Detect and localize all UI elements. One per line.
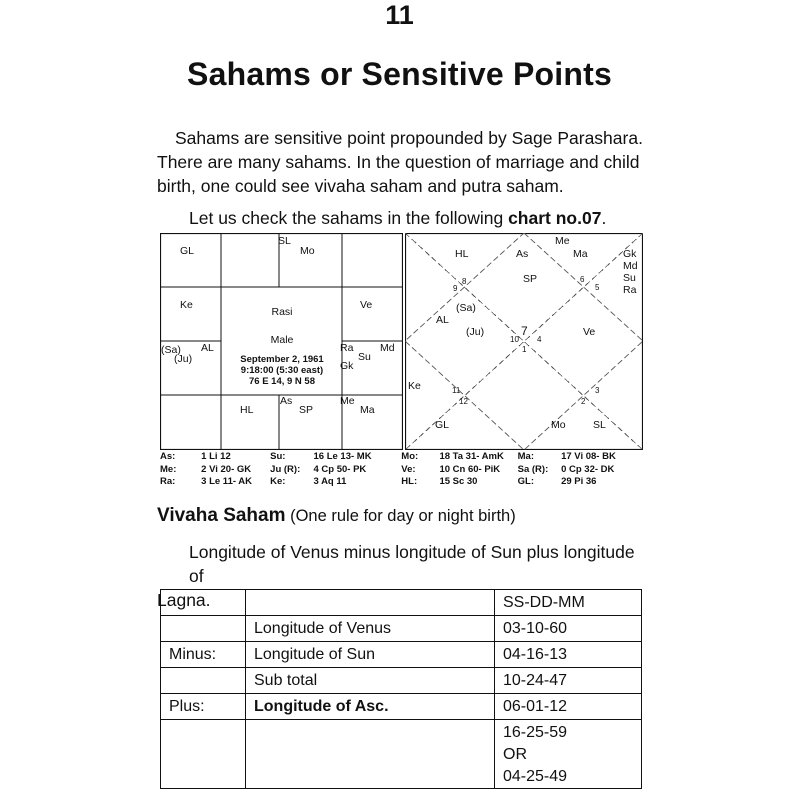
rasi-center-title: Rasi <box>271 306 293 318</box>
result-or: OR <box>503 746 527 763</box>
north-hl: HL <box>455 248 469 260</box>
result-row <box>161 720 642 789</box>
vivaha-rule-line: Longitude of Venus minus longitude of Sun plus longitude of <box>189 542 635 586</box>
position-value: 0 Cp 32- DK <box>561 463 615 475</box>
op-cell <box>161 668 246 694</box>
house-number: 10 <box>510 335 519 344</box>
rasi-ve: Ve <box>360 299 373 311</box>
north-al: AL <box>436 314 449 326</box>
rasi-ra: Ra <box>340 342 354 354</box>
position-label: As: <box>160 451 176 463</box>
rasi-chart <box>160 233 403 450</box>
rasi-center-gender: Male <box>270 334 294 346</box>
north-ma: Ma <box>573 248 588 260</box>
rasi-center-time: 9:18:00 (5:30 east) <box>240 365 324 376</box>
house-number: 6 <box>580 275 585 284</box>
north-right-4: Ra <box>623 284 637 296</box>
vivaha-title: Vivaha Saham <box>157 505 286 526</box>
rasi-su: Su <box>358 351 371 363</box>
house-number: 8 <box>462 277 467 286</box>
desc-cell: Longitude of Asc. <box>246 694 495 720</box>
north-right-3: Su <box>623 272 636 284</box>
position-label: Ke: <box>270 476 286 488</box>
value-cell: 10-24-47 <box>495 668 642 694</box>
house-number: 3 <box>595 386 600 395</box>
house-number: 12 <box>459 397 468 406</box>
rasi-mo: Mo <box>300 245 315 257</box>
position-value: 1 Li 12 <box>201 451 231 463</box>
house-number: 2 <box>581 397 586 406</box>
position-label: Ju (R): <box>270 463 301 475</box>
position-value: 15 Sc 30 <box>439 476 478 488</box>
position-value: 18 Ta 31- AmK <box>439 451 504 463</box>
rasi-ju: (Ju) <box>174 353 193 365</box>
result-value: 04-25-49 <box>503 768 568 785</box>
position-value: 10 Cn 60- PiK <box>439 463 501 475</box>
position-value: 2 Vi 20- GK <box>201 463 252 475</box>
header-cell-empty <box>161 590 246 616</box>
north-sp: SP <box>523 273 538 285</box>
position-row <box>160 464 620 477</box>
rasi-center-date: September 2, 1961 <box>240 354 324 365</box>
intro-line: birth, one could see vivaha saham and putra saham. <box>157 176 564 196</box>
position-value: 16 Le 13- MK <box>313 451 372 463</box>
north-ju: (Ju) <box>466 326 485 338</box>
north-ve: Ve <box>583 326 596 338</box>
vivaha-subtitle: (One rule for day or night birth) <box>285 507 516 525</box>
house-number: 5 <box>595 283 600 292</box>
table-row <box>161 616 642 642</box>
chart-number: chart no.07 <box>508 208 602 228</box>
position-label: Me: <box>160 463 177 475</box>
intro-line: There are many sahams. In the question of marriage and child <box>157 152 640 172</box>
rasi-ma: Ma <box>360 404 375 416</box>
vivaha-rule-line: Lagna. <box>157 590 211 610</box>
rasi-md: Md <box>380 342 395 354</box>
position-label: HL: <box>401 476 418 488</box>
position-value: 29 Pi 36 <box>561 476 597 488</box>
op-cell <box>161 616 246 642</box>
value-cell: 06-01-12 <box>495 694 642 720</box>
result-cell <box>495 720 642 789</box>
north-sl: SL <box>593 419 606 431</box>
position-label: GL: <box>517 476 534 488</box>
north-mo: Mo <box>551 419 566 431</box>
rasi-center-coords: 76 E 14, 9 N 58 <box>248 376 316 387</box>
rasi-gl: GL <box>180 245 195 257</box>
table-row <box>161 642 642 668</box>
north-ke: Ke <box>408 380 421 392</box>
position-value: 3 Aq 11 <box>313 476 347 488</box>
desc-cell: Sub total <box>246 668 495 694</box>
house-number: 9 <box>453 284 458 293</box>
value-cell: 03-10-60 <box>495 616 642 642</box>
vivaha-calculation-table <box>160 589 642 789</box>
north-chart-grid <box>405 233 643 450</box>
desc-cell: Longitude of Venus <box>246 616 495 642</box>
desc-cell: Longitude of Sun <box>246 642 495 668</box>
position-label: Mo: <box>401 451 419 463</box>
rasi-ke: Ke <box>180 299 193 311</box>
house-number: 11 <box>452 386 461 395</box>
north-right-2: Md <box>623 260 638 272</box>
result-value: 16-25-59 <box>503 724 568 741</box>
position-label: Su: <box>270 451 286 463</box>
header-cell-value: SS-DD-MM <box>495 590 642 616</box>
position-label: Ra: <box>160 476 176 488</box>
north-as: As <box>516 248 529 260</box>
house-number: 1 <box>522 345 527 354</box>
intro-paragraph <box>157 126 647 198</box>
page-title: Sahams or Sensitive Points <box>187 56 612 92</box>
intro-line: Sahams are sensitive point propounded by Sage Parashara. <box>175 128 643 148</box>
rasi-gk: Gk <box>340 360 354 372</box>
position-value: 17 Vi 08- BK <box>561 451 616 463</box>
chart-reference-end: . <box>601 208 607 228</box>
table-header-row <box>161 590 642 616</box>
rasi-sl: SL <box>278 235 291 247</box>
rasi-sa: (Sa) <box>161 344 181 356</box>
house-number: 7 <box>521 324 528 338</box>
position-label: Ve: <box>401 463 416 475</box>
rasi-as: As <box>280 395 293 407</box>
north-sa: (Sa) <box>456 302 476 314</box>
op-cell <box>161 720 246 789</box>
planet-positions <box>160 451 620 489</box>
house-number: 4 <box>537 335 542 344</box>
chart-reference <box>157 206 679 230</box>
desc-cell <box>246 720 495 789</box>
header-cell-empty <box>246 590 495 616</box>
rasi-me: Me <box>340 395 355 407</box>
position-label: Ma: <box>517 451 534 463</box>
vivaha-heading <box>157 505 516 527</box>
op-cell: Plus: <box>161 694 246 720</box>
position-label: Sa (R): <box>517 463 549 475</box>
north-right-1: Gk <box>623 248 637 260</box>
value-cell: 04-16-13 <box>495 642 642 668</box>
north-indian-chart <box>405 233 643 450</box>
rasi-hl: HL <box>240 404 254 416</box>
position-value: 3 Le 11- AK <box>201 476 253 488</box>
rasi-sp: SP <box>299 404 314 416</box>
position-value: 4 Cp 50- PK <box>313 463 367 475</box>
table-row <box>161 668 642 694</box>
chart-reference-text: Let us check the sahams in the following <box>189 208 509 228</box>
table-row <box>161 694 642 720</box>
position-row <box>160 476 620 489</box>
position-row <box>160 451 620 464</box>
rasi-al: AL <box>201 342 214 354</box>
op-cell: Minus: <box>161 642 246 668</box>
north-gl: GL <box>435 419 450 431</box>
page-number: 11 <box>385 0 414 30</box>
north-me: Me <box>555 235 570 247</box>
